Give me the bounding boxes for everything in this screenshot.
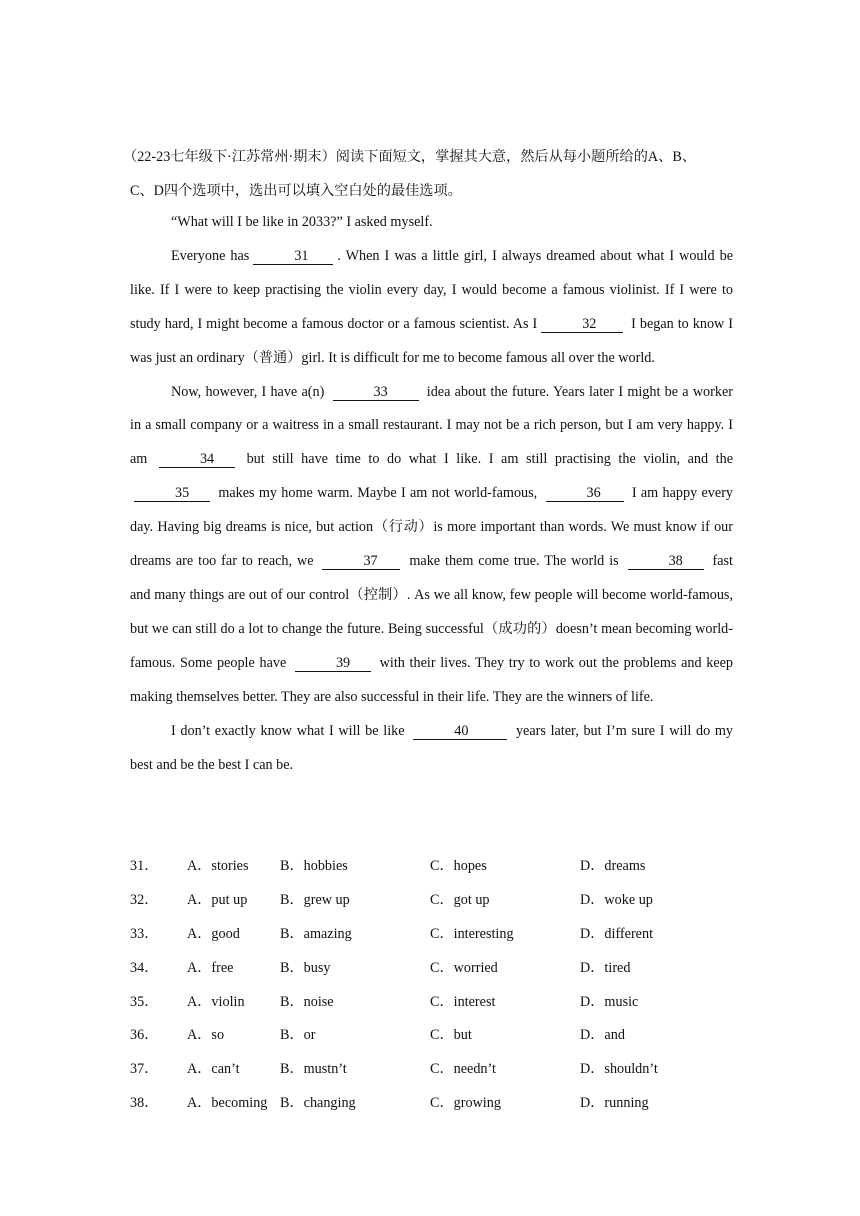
option-b: B．grew up	[280, 891, 350, 908]
instructions-line-2: C、D四个选项中，选出可以填入空白处的最佳选项。	[130, 183, 462, 199]
blank-40: 40	[413, 723, 507, 740]
question-row	[130, 1051, 733, 1085]
option-d: D．and	[580, 1027, 625, 1044]
option-c: C．but	[430, 1027, 472, 1044]
question-number: 33．	[130, 925, 159, 942]
option-b: B．amazing	[280, 925, 352, 942]
option-a: A．violin	[187, 993, 245, 1010]
option-d: D．music	[580, 993, 639, 1010]
option-b: B．changing	[280, 1095, 356, 1112]
option-c: C．worried	[430, 959, 498, 976]
option-d: D．tired	[580, 959, 631, 976]
option-a: A．good	[187, 925, 240, 942]
question-number: 34．	[130, 959, 159, 976]
question-number: 37．	[130, 1061, 159, 1078]
question-row	[130, 916, 733, 950]
option-b: B．or	[280, 1027, 316, 1044]
option-d: D．shouldn’t	[580, 1061, 658, 1078]
question-number: 35．	[130, 993, 159, 1010]
option-a: A．stories	[187, 857, 249, 874]
blank-38: 38	[628, 553, 704, 570]
option-a: A．put up	[187, 891, 248, 908]
question-number: 38．	[130, 1095, 159, 1112]
option-b: B．busy	[280, 959, 331, 976]
option-b: B．mustn’t	[280, 1061, 347, 1078]
question-row	[130, 882, 733, 916]
option-c: C．growing	[430, 1095, 501, 1112]
blank-39: 39	[295, 655, 371, 672]
blank-33: 33	[333, 384, 419, 401]
question-row	[130, 1085, 733, 1119]
answer-options	[130, 848, 733, 1119]
option-d: D．different	[580, 925, 654, 942]
question-row	[130, 1017, 733, 1051]
option-d: D．woke up	[580, 891, 653, 908]
blank-35: 35	[134, 485, 210, 502]
option-c: C．got up	[430, 891, 490, 908]
question-number: 32．	[130, 891, 159, 908]
option-a: A．becoming	[187, 1095, 268, 1112]
blank-34: 34	[159, 451, 235, 468]
question-row	[130, 848, 733, 882]
option-c: C．hopes	[430, 857, 487, 874]
question-instructions	[123, 140, 733, 208]
option-c: C．interesting	[430, 925, 514, 942]
question-row	[130, 950, 733, 984]
instructions-line-1: （22-23七年级下·江苏常州·期末）阅读下面短文，掌握其大意，然后从每小题所给的A、B、	[123, 149, 697, 165]
passage-paragraph-2: Everyone has 31 . When I was a little girl, I always dreamed about what I would be like. If I were to keep practising the violin every day, I would become a famous violinist. If I were to study hard, I might become a famous doctor or a famous scientist. As I 32 I began to know I was just an ordinary（普通）girl. It is difficult for me to become famous all over the world.	[130, 247, 733, 366]
question-number: 31．	[130, 857, 159, 874]
blank-36: 36	[546, 485, 624, 502]
option-c: C．interest	[430, 993, 496, 1010]
question-row	[130, 984, 733, 1018]
option-a: A．free	[187, 959, 234, 976]
blank-37: 37	[322, 553, 400, 570]
option-b: B．hobbies	[280, 857, 348, 874]
blank-31: 31	[253, 248, 333, 265]
option-d: D．running	[580, 1095, 649, 1112]
passage	[130, 206, 733, 782]
blank-32: 32	[541, 316, 623, 333]
option-a: A．can’t	[187, 1061, 240, 1078]
option-b: B．noise	[280, 993, 334, 1010]
question-number: 36．	[130, 1027, 159, 1044]
passage-paragraph-1: “What will I be like in 2033?” I asked myself.	[171, 214, 433, 230]
passage-paragraph-3: Now, however, I have a(n) 33 idea about the future. Years later I might be a worker in a small company or a waitress in a small restaurant. I may not be a rich person, but I am very happy. I am 34 but still have time to do what I like. I am still practising the violin, and the 35 makes my home warm. Maybe I am not world-famous, 36 I am happy every day. Having big dreams is nice, but action（行动）is more important than words. We must know if our dreams are too far to reach, we 37 make them come true. The world is 38 fast and many things are out of our control（控制）. As we all know, few people will become world-famous, but we can still do a lot to change the future. Being successful（成功的）doesn’t mean becoming world-famous. Some people have 39 with their lives. They try to work out the problems and keep making themselves better. They are also successful in their life. They are the winners of life.	[130, 383, 734, 705]
option-c: C．needn’t	[430, 1061, 496, 1078]
option-d: D．dreams	[580, 857, 646, 874]
option-a: A．so	[187, 1027, 225, 1044]
passage-paragraph-4: I don’t exactly know what I will be like 40 years later, but I’m sure I will do my best and be the best I can be.	[130, 722, 733, 773]
